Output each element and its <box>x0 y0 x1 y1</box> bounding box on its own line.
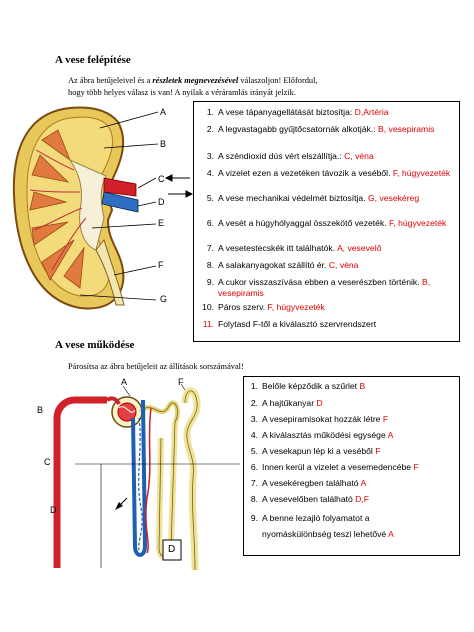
intro-text: válaszoljon! Előfordul, <box>238 76 318 85</box>
question-text: A széndioxid dús vért elszállítja.: <box>218 151 345 161</box>
kidney-label-a: A <box>160 107 167 117</box>
item-number: 8. <box>250 494 258 504</box>
intro-emphasis: részletek megnevezésével <box>152 76 239 85</box>
answer-text: F, húgyvezeték <box>392 168 451 178</box>
item-text <box>262 510 419 542</box>
nephron-label-a: A <box>121 377 128 387</box>
item-number: 2. <box>206 124 214 134</box>
kidney-label-g: G <box>160 294 168 304</box>
item-number: 4. <box>206 168 214 178</box>
structure-question-box <box>193 101 460 342</box>
item-text <box>218 243 455 254</box>
answer-text: A <box>388 529 394 539</box>
kidney-label-d: D <box>158 197 165 207</box>
item-text <box>262 430 455 441</box>
nephron-label-d-box: D <box>168 544 176 555</box>
nephron-label-d: D <box>50 505 57 515</box>
box-bottom-mask <box>194 335 459 341</box>
kidney-label-f: F <box>158 260 164 270</box>
question-text: A vesekéregben található <box>262 478 361 488</box>
item-number: 3. <box>250 414 258 424</box>
answer-text: F <box>375 446 381 456</box>
item-text <box>262 414 455 425</box>
question-text: A vesét a húgyhólyaggal összekötő vezeték. <box>218 218 390 228</box>
answer-text: B <box>359 381 366 391</box>
kidney-label-b: B <box>160 139 167 149</box>
item-text <box>262 398 455 409</box>
item-number: 6. <box>206 218 214 228</box>
item-number: 5. <box>206 193 214 203</box>
answer-text: D,F <box>355 494 370 504</box>
answer-text: A, vesevelő <box>336 243 382 253</box>
item-number: 7. <box>206 243 214 253</box>
question-text: A legvastagabb gyűjtőcsatornák alkotják.: <box>218 124 379 134</box>
question-text: A vese tápanyagellátását biztosítja: <box>218 107 355 117</box>
intro-text: hogy több helyes válasz is van! A nyilak a véráramlás irányát jelzik. <box>68 88 296 97</box>
answer-text: G, vesekéreg <box>368 193 420 203</box>
question-text: A vese mechanikai védelmét biztosítja. <box>218 193 368 203</box>
item-number: 6. <box>250 462 258 472</box>
question-text: A cukor visszaszívása ebben a veserészben történik. <box>218 277 422 287</box>
answer-text: F <box>382 414 389 424</box>
question-text: A salakanyagokat szállító ér. <box>218 260 329 270</box>
question-text: Innen kerül a vizelet a vesemedencébe <box>262 462 414 472</box>
kidney-diagram <box>0 100 195 315</box>
question-text: Belőle képződik a szűrlet <box>262 381 360 391</box>
answer-text: A <box>360 478 367 488</box>
kidney-label-e: E <box>158 218 165 228</box>
question-text: Folytasd F-től a kiválasztó szervrendszert <box>218 319 377 329</box>
question-text: A kiválasztás működési egysége <box>262 430 388 440</box>
answer-text: F, húgyvezeték <box>389 218 447 228</box>
function-question-box <box>243 376 460 556</box>
item-number: 4. <box>250 430 258 440</box>
section2-intro: Párosítsa az ábra betűjeleit az állítások sorszámával! <box>68 362 244 371</box>
answer-text: C, véna <box>328 260 359 270</box>
section1-title: A vese felépítése <box>55 54 131 66</box>
item-text <box>218 277 455 299</box>
item-number: 1. <box>206 107 214 117</box>
item-text <box>218 218 455 229</box>
section1-intro <box>68 75 468 99</box>
item-number: 5. <box>250 446 258 456</box>
answer-text: C, véna <box>344 151 374 161</box>
item-text <box>218 151 455 162</box>
item-text <box>262 494 455 505</box>
nephron-label-c: C <box>44 457 51 467</box>
item-number: 9. <box>206 277 214 287</box>
question-text: A vesepiramisokat hozzák létre <box>262 414 383 424</box>
item-number: 3. <box>206 151 214 161</box>
item-text <box>218 168 455 179</box>
item-text <box>218 302 455 313</box>
item-number: 8. <box>206 260 214 270</box>
item-text <box>218 319 455 330</box>
answer-text: D,Artéria <box>354 107 389 117</box>
item-text <box>218 107 455 118</box>
item-text <box>218 193 455 204</box>
question-text: Páros szerv. <box>218 302 268 312</box>
question-text: A vesekapun lép ki a veséből <box>262 446 376 456</box>
kidney-illustration <box>14 108 138 309</box>
question-text: A benne lezajló folyamatot a nyomáskülönbség teszi lehetővé <box>262 513 389 539</box>
answer-text: D <box>316 398 323 408</box>
answer-text: B, vesepiramis <box>378 124 435 134</box>
item-text <box>262 462 455 473</box>
item-text <box>218 260 455 271</box>
question-text: A vizelet ezen a vezetéken távozik a veséből. <box>218 168 393 178</box>
answer-text: A <box>387 430 394 440</box>
item-number: 2. <box>250 398 258 408</box>
item-text <box>218 124 455 135</box>
nephron-label-f: F <box>178 377 184 387</box>
item-text <box>262 446 455 457</box>
item-number: 7. <box>250 478 258 488</box>
bloodflow-arrows <box>166 175 192 197</box>
item-number: 11. <box>202 319 214 329</box>
kidney-label-c: C <box>158 174 165 184</box>
question-text: A hajtűkanyar <box>262 398 317 408</box>
item-number: 10. <box>202 302 214 312</box>
answer-text: F <box>413 462 419 472</box>
item-text <box>262 381 455 392</box>
answer-text: F, húgyvezeték <box>267 302 325 312</box>
question-text: A vesetestecskék itt találhatók. <box>218 243 337 253</box>
item-text <box>262 478 455 489</box>
section2-title: A vese működése <box>55 339 135 351</box>
nephron-diagram <box>35 378 240 570</box>
intro-text: Az ábra betűjeleivel és a <box>68 76 153 85</box>
nephron-label-b: B <box>37 405 44 415</box>
answer-text: B, vesepiramis <box>218 277 431 298</box>
item-number: 1. <box>250 381 258 391</box>
item-number: 9. <box>250 513 258 523</box>
question-text: A vesevelőben található <box>262 494 356 504</box>
